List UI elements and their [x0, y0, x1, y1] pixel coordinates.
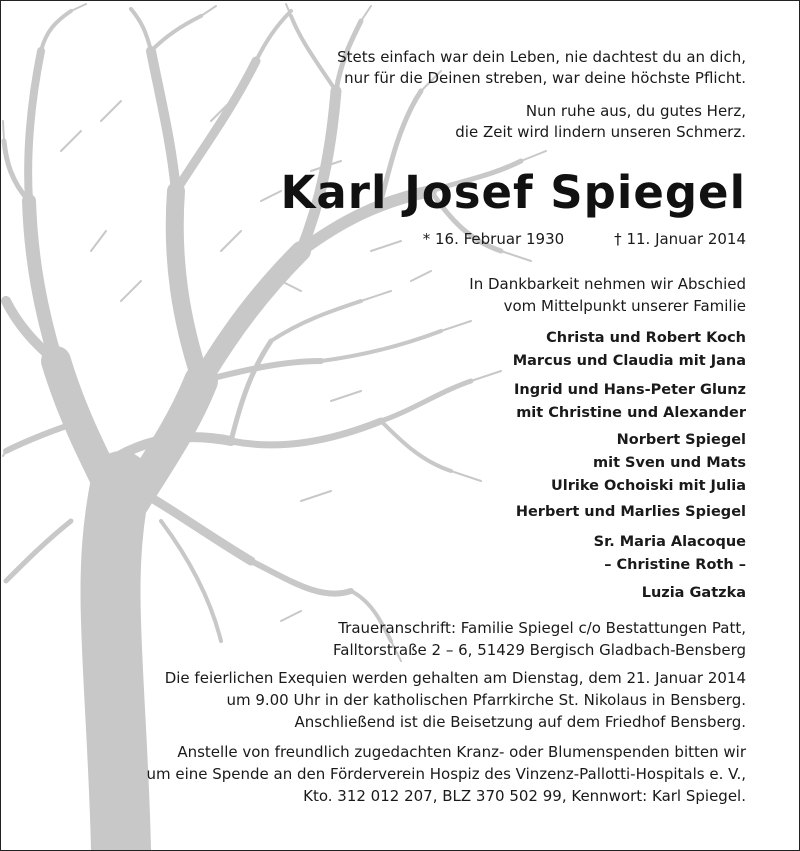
donation-request: [146, 741, 746, 807]
mourner-line: Marcus und Claudia mit Jana: [512, 353, 746, 369]
life-dates: [423, 229, 746, 250]
address-line: Falltorstraße 2 – 6, 51429 Bergisch Gladbach-Bensberg: [333, 641, 746, 659]
mourner-line: Ingrid und Hans-Peter Glunz: [514, 382, 746, 398]
donation-line: Anstelle von freundlich zugedachten Kranz- oder Blumenspenden bitten wir: [177, 743, 746, 761]
funeral-line: Anschließend ist die Beisetzung auf dem Friedhof Bensberg.: [294, 713, 746, 731]
donation-line: Kto. 312 012 207, BLZ 370 502 99, Kennwort: Karl Spiegel.: [303, 787, 746, 805]
deceased-name: Karl Josef Spiegel: [280, 166, 746, 219]
condolence-address: [333, 617, 746, 661]
mourner-line: Christa und Robert Koch: [546, 330, 746, 346]
verse-line: Stets einfach war dein Leben, nie dachtest du an dich,: [337, 48, 746, 66]
funeral-line: Die feierlichen Exequien werden gehalten am Dienstag, dem 21. Januar 2014: [164, 669, 746, 687]
verse-stanza-1: [337, 47, 746, 89]
mourner-line: Luzia Gatzka: [641, 585, 746, 601]
mourner-group: [642, 582, 746, 605]
death-date: † 11. Januar 2014: [614, 230, 746, 248]
address-line: Traueranschrift: Familie Spiegel c/o Bestattungen Patt,: [338, 619, 746, 637]
funeral-details: [165, 667, 746, 733]
mourner-group: [514, 379, 746, 425]
verse-line: nur für die Deinen streben, war deine höchste Pflicht.: [344, 69, 746, 87]
verse-stanza-2: [455, 101, 746, 143]
mourner-line: mit Christine und Alexander: [516, 405, 746, 421]
mourner-line: – Christine Roth –: [604, 557, 746, 573]
verse-line: Nun ruhe aus, du gutes Herz,: [525, 102, 746, 120]
mourner-line: Norbert Spiegel: [616, 432, 746, 448]
verse-line: die Zeit wird lindern unseren Schmerz.: [455, 123, 746, 141]
mourner-line: mit Sven und Mats: [592, 455, 746, 471]
mourner-group: [513, 327, 746, 373]
mourner-line: Ulrike Ochoiski mit Julia: [551, 478, 746, 494]
intro-line: vom Mittelpunkt unserer Familie: [503, 297, 746, 315]
funeral-line: um 9.00 Uhr in der katholischen Pfarrkirche St. Nikolaus in Bensberg.: [226, 691, 746, 709]
mourner-group: [594, 531, 746, 577]
birth-date: * 16. Februar 1930: [422, 230, 565, 248]
mourner-line: Herbert und Marlies Spiegel: [515, 504, 746, 520]
mourner-group: [551, 429, 746, 498]
farewell-intro: [469, 273, 746, 317]
intro-line: In Dankbarkeit nehmen wir Abschied: [469, 275, 746, 293]
donation-line: um eine Spende an den Förderverein Hospiz des Vinzenz-Pallotti-Hospitals e. V.,: [146, 765, 746, 783]
mourner-line: Sr. Maria Alacoque: [593, 534, 746, 550]
mourner-group: [516, 501, 746, 524]
